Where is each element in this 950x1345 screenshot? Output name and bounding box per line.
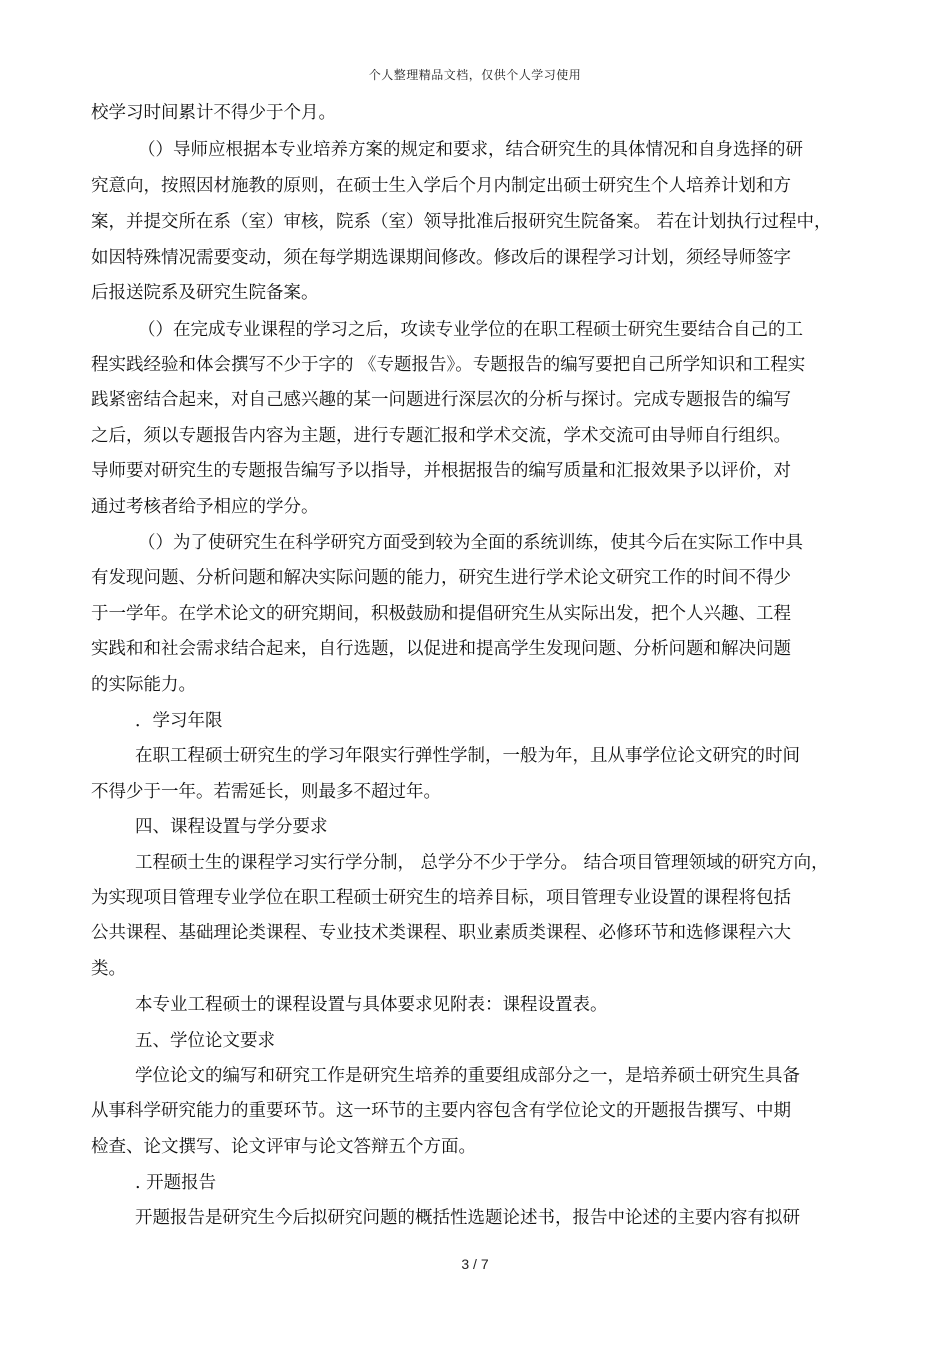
text-line: 工程硕士生的课程学习实行学分制， 总学分不少于学分。 结合项目管理领域的研究方向， <box>135 853 829 873</box>
section-heading: . 开题报告 <box>135 1173 217 1193</box>
section-heading: 五、学位论文要求 <box>135 1031 275 1051</box>
text-line: 本专业工程硕士的课程设置与具体要求见附表：课程设置表。 <box>135 995 608 1015</box>
text-line: 的实际能力。 <box>91 675 196 695</box>
text-line: 于一学年。在学术论文的研究期间，积极鼓励和提倡研究生从实际出发，把个人兴趣、工程 <box>91 604 791 624</box>
section-heading: 四、课程设置与学分要求 <box>135 817 328 837</box>
text-line: 导师要对研究生的专题报告编写予以指导，并根据报告的编写质量和汇报效果予以评价，对 <box>91 461 791 481</box>
text-line: 学位论文的编写和研究工作是研究生培养的重要组成部分之一，是培养硕士研究生具备 <box>135 1066 800 1086</box>
text-line: 如因特殊情况需要变动，须在每学期选课期间修改。修改后的课程学习计划，须经导师签字 <box>91 248 791 268</box>
section-heading: ．学习年限 <box>135 711 223 731</box>
text-line: 程实践经验和体会撰写不少于字的 《专题报告》。专题报告的编写要把自己所学知识和工程实 <box>91 355 806 375</box>
text-line: （）在完成专业课程的学习之后，攻读专业学位的在职工程硕士研究生要结合自己的工 <box>138 320 803 340</box>
text-line: 通过考核者给予相应的学分。 <box>91 497 319 517</box>
text-line: 在职工程硕士研究生的学习年限实行弹性学制，一般为年，且从事学位论文研究的时间 <box>135 746 800 766</box>
text-line: 践紧密结合起来，对自己感兴趣的某一问题进行深层次的分析与探讨。完成专题报告的编写 <box>91 390 791 410</box>
text-line: （）导师应根据本专业培养方案的规定和要求，结合研究生的具体情况和自身选择的研 <box>138 140 803 160</box>
text-line: 开题报告是研究生今后拟研究问题的概括性选题论述书，报告中论述的主要内容有拟研 <box>135 1208 800 1228</box>
text-line: 之后，须以专题报告内容为主题，进行专题汇报和学术交流，学术交流可由导师自行组织。 <box>91 426 791 446</box>
text-line: 有发现问题、分析问题和解决实际问题的能力，研究生进行学术论文研究工作的时间不得少 <box>91 568 791 588</box>
text-line: 校学习时间累计不得少于个月。 <box>91 103 336 123</box>
text-line: 案，并提交所在系（室）审核，院系（室）领导批准后报研究生院备案。 若在计划执行过程中， <box>91 212 832 232</box>
text-line: 不得少于一年。若需延长，则最多不超过年。 <box>91 782 441 802</box>
text-line: 检查、论文撰写、论文评审与论文答辩五个方面。 <box>91 1137 476 1157</box>
text-line: 究意向，按照因材施教的原则，在硕士生入学后个月内制定出硕士研究生个人培养计划和方 <box>91 176 791 196</box>
text-line: 公共课程、基础理论类课程、专业技术类课程、职业素质类课程、必修环节和选修课程六大 <box>91 923 791 943</box>
text-line: （）为了使研究生在科学研究方面受到较为全面的系统训练，使其今后在实际工作中具 <box>138 533 803 553</box>
text-line: 实践和和社会需求结合起来，自行选题，以促进和提高学生发现问题、分析问题和解决问题 <box>91 639 791 659</box>
text-line: 后报送院系及研究生院备案。 <box>91 283 319 303</box>
page-header: 个人整理精品文档，仅供个人学习使用 <box>368 68 582 82</box>
text-line: 为实现项目管理专业学位在职工程硕士研究生的培养目标，项目管理专业设置的课程将包括 <box>91 888 791 908</box>
page-number: 3 / 7 <box>461 1256 489 1272</box>
text-line: 类。 <box>91 959 126 979</box>
text-line: 从事科学研究能力的重要环节。这一环节的主要内容包含有学位论文的开题报告撰写、中期 <box>91 1101 791 1121</box>
